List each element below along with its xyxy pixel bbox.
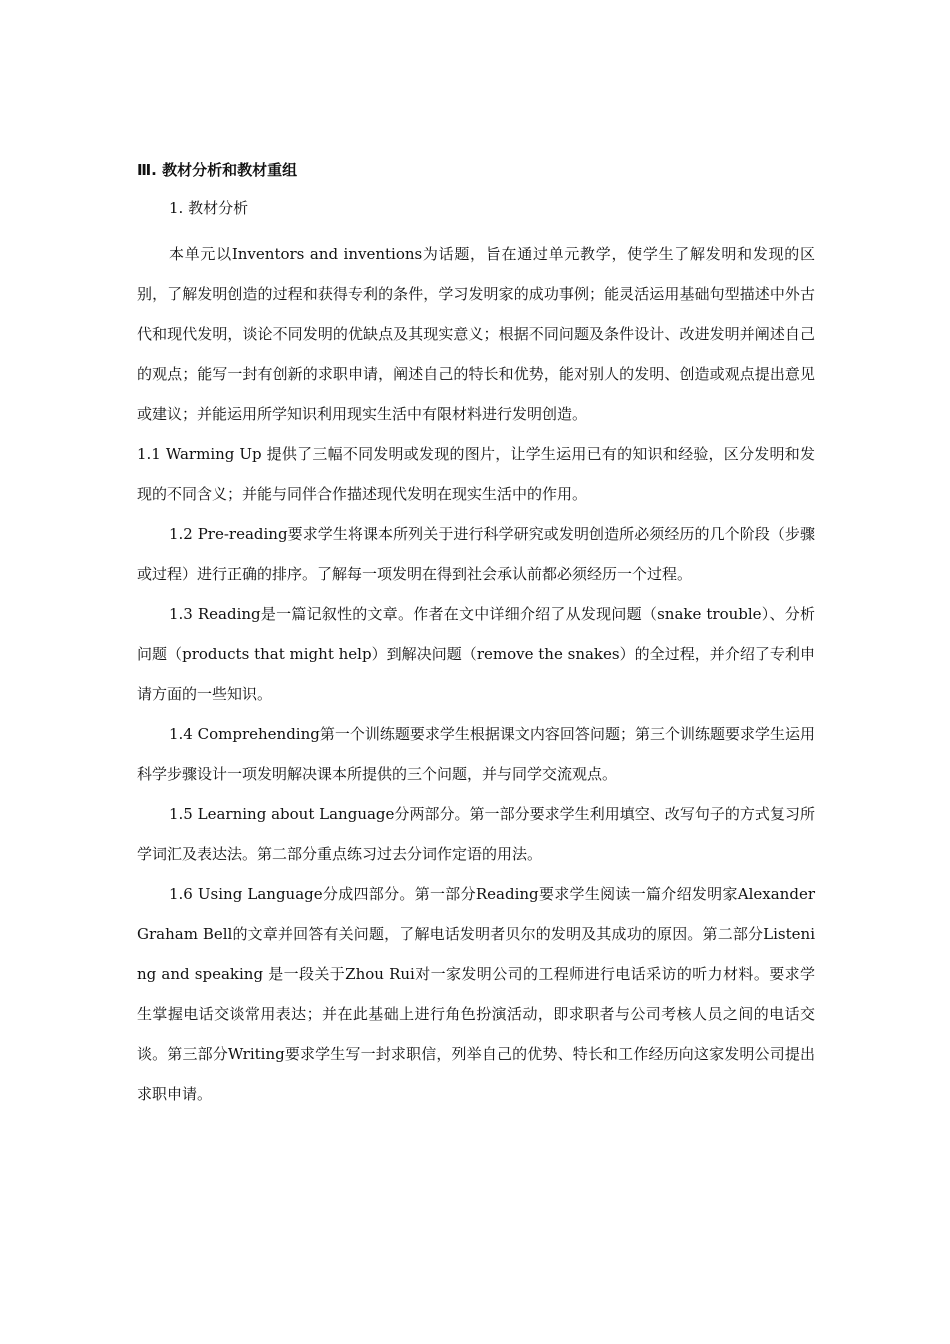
intro-paragraph: 本单元以Inventors and inventions为话题，旨在通过单元教学，使学生了解发明和发现的区别，了解发明创造的过程和获得专利的条件，学习发明家的成功事例；能灵活运用基础句型描述中外古代和现代发明，谈论不同发明的优缺点及其现实意义；根据不同问题及条件设计、改进发明并阐述自己的观点；能写一封有创新的求职申请，阐述自己的特长和优势，能对别人的发明、创造或观点提出意见或建议；并能运用所学知识利用现实生活中有限材料进行发明创造。 (137, 245, 815, 423)
pre-reading-paragraph: 1.2 Pre-reading要求学生将课本所列关于进行科学研究或发明创造所必须经历的几个阶段（步骤或过程）进行正确的排序。了解每一项发明在得到社会承认前都必须经历一个过程。 (137, 525, 815, 583)
reading-paragraph: 1.3 Reading是一篇记叙性的文章。作者在文中详细介绍了从发现问题（snake trouble）、分析问题（products that might help）到解决问题（remove the snakes）的全过程，并介绍了专利申请方面的一些知识。 (137, 605, 815, 703)
learning-language-paragraph: 1.5 Learning about Language分两部分。第一部分要求学生利用填空、改写句子的方式复习所学词汇及表达法。第二部分重点练习过去分词作定语的用法。 (137, 805, 815, 863)
warming-up-paragraph: 1.1 Warming Up 提供了三幅不同发明或发现的图片，让学生运用已有的知识和经验，区分发明和发现的不同含义；并能与同伴合作描述现代发明在现实生活中的作用。 (137, 445, 815, 503)
subsection-title: 1. 教材分析 (169, 199, 249, 217)
document-body (137, 158, 815, 1114)
section-title: Ⅲ. 教材分析和教材重组 (137, 161, 298, 179)
using-language-paragraph: 1.6 Using Language分成四部分。第一部分Reading要求学生阅读一篇介绍发明家Alexander Graham Bell的文章并回答有关问题，了解电话发明者贝尔的发明及其成功的原因。第二部分Listening and speaking 是一段关于Zhou Rui对一家发明公司的工程师进行电话采访的听力材料。要求学生掌握电话交谈常用表达；并在此基础上进行角色扮演活动，即求职者与公司考核人员之间的电话交谈。第三部分Writing要求学生写一封求职信，列举自己的优势、特长和工作经历向这家发明公司提出求职申请。 (137, 885, 815, 1103)
comprehending-paragraph: 1.4 Comprehending第一个训练题要求学生根据课文内容回答问题；第三个训练题要求学生运用科学步骤设计一项发明解决课本所提供的三个问题，并与同学交流观点。 (137, 725, 815, 783)
